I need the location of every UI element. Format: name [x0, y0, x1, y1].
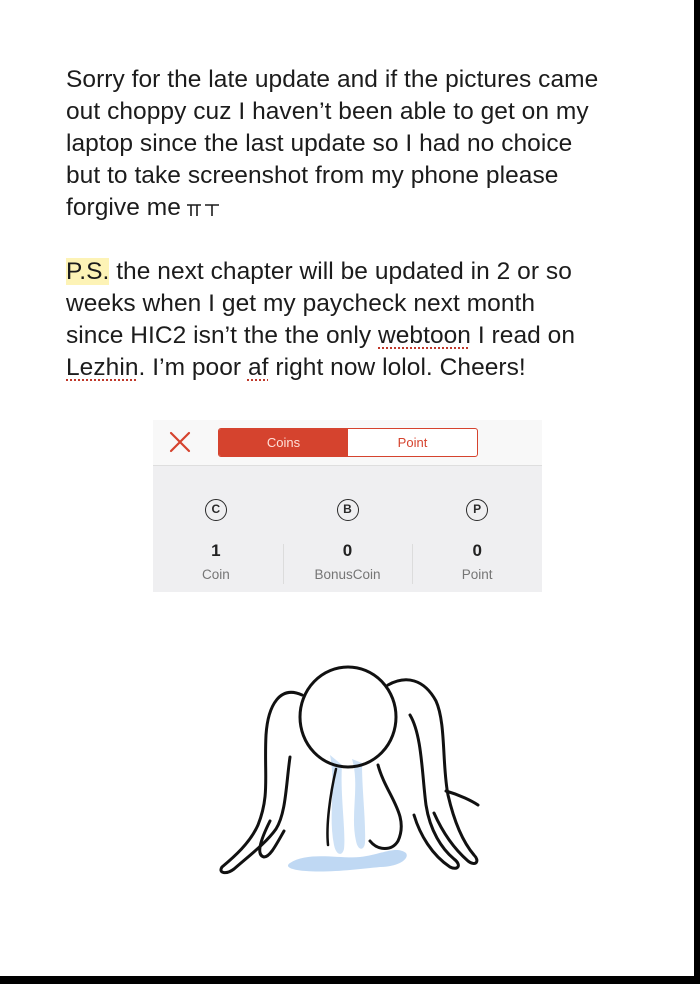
- currency-tabs: [218, 428, 478, 457]
- spellcheck-word: af: [247, 354, 269, 381]
- coin-icon: C: [205, 499, 227, 521]
- text-fragment: . I’m poor: [138, 354, 248, 381]
- text-line: weeks when I get my paycheck next month: [66, 290, 536, 317]
- bonuscoin-value: 0: [342, 541, 353, 560]
- point-balance: [412, 466, 542, 592]
- text-line: out choppy cuz I haven’t been able to get on my: [66, 98, 589, 125]
- ps-label: P.S.: [66, 258, 110, 285]
- crying-kneeling-figure-icon: [210, 645, 500, 895]
- bonuscoin-balance: [283, 466, 413, 592]
- bonuscoin-icon: B: [337, 499, 359, 521]
- text-line: [66, 320, 646, 352]
- text-line: Sorry for the late update and if the pictures came: [66, 66, 599, 93]
- crying-emoticon-icon: [185, 194, 221, 226]
- bonuscoin-label: BonusCoin: [314, 567, 381, 582]
- spellcheck-word: webtoon: [378, 322, 471, 349]
- balance-summary: [153, 466, 542, 592]
- coin-label: Coin: [201, 567, 230, 582]
- text-line: but to take screenshot from my phone please: [66, 162, 559, 189]
- coin-balance: [153, 466, 283, 592]
- point-value: 0: [472, 541, 482, 560]
- apology-paragraph: [66, 64, 646, 226]
- text-line: laptop since the last update so I had no choice: [66, 130, 573, 157]
- text-line: [66, 192, 646, 226]
- spellcheck-word: Lezhin: [66, 354, 139, 381]
- app-header: [153, 420, 542, 466]
- text-fragment: forgive me: [66, 194, 181, 221]
- text-line: [66, 256, 646, 288]
- close-icon[interactable]: [167, 429, 193, 455]
- text-fragment: right now lolol. Cheers!: [268, 354, 526, 381]
- text-fragment: I read on: [470, 322, 575, 349]
- tab-point[interactable]: Point: [397, 435, 428, 450]
- text-line: [66, 352, 646, 384]
- text-fragment: the next chapter will be updated in 2 or so: [109, 258, 572, 285]
- coin-balance-screenshot: [153, 420, 542, 592]
- text-fragment: since HIC2 isn’t the the only: [66, 322, 378, 349]
- point-icon: P: [466, 499, 488, 521]
- tab-coins[interactable]: Coins: [219, 429, 348, 456]
- point-label: Point: [461, 567, 493, 582]
- coin-value: 1: [211, 541, 221, 560]
- ps-paragraph: [66, 256, 646, 384]
